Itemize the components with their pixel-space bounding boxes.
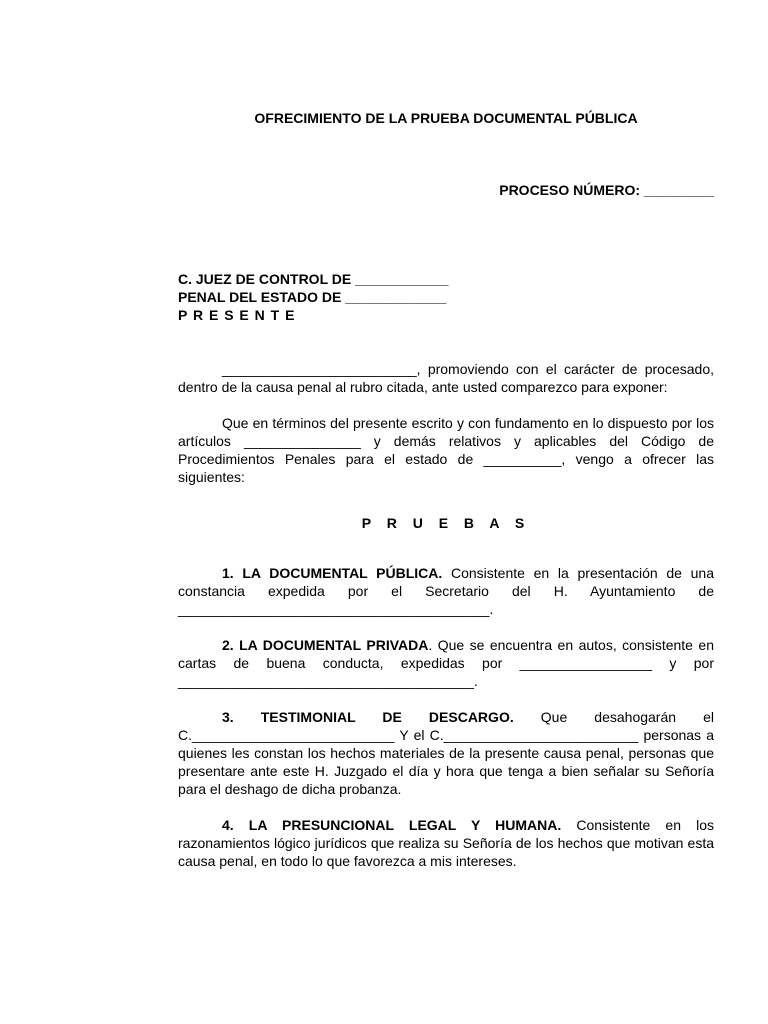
- prueba-item-title: 1. LA DOCUMENTAL PÚBLICA.: [222, 565, 443, 581]
- prueba-item-title: 2. LA DOCUMENTAL PRIVADA: [222, 637, 429, 653]
- prueba-item-3: [178, 708, 714, 798]
- prueba-item-4: [178, 816, 714, 870]
- prueba-item-text: Consistente en los razonamientos lógico jurídicos que realiza su Señoría de los hechos que motivan esta causa penal, en todo lo que favorezca a mis intereses.: [178, 817, 714, 869]
- addressee-block: [178, 270, 449, 324]
- prueba-item-title: 3. TESTIMONIAL DE DESCARGO.: [222, 709, 514, 725]
- document-title: OFRECIMIENTO DE LA PRUEBA DOCUMENTAL PÚBLICA: [254, 110, 638, 126]
- addressee-line-1: C. JUEZ DE CONTROL DE ____________: [178, 271, 449, 287]
- addressee-line-3: P R E S E N T E: [178, 307, 296, 323]
- prueba-item-text: Consistente en la presentación de una constancia expedida por el Secretario del H. Ayuntamiento de ________________________________________.: [178, 565, 714, 617]
- proceso-numero: PROCESO NÚMERO: _________: [499, 182, 714, 198]
- prueba-item-title: 4. LA PRESUNCIONAL LEGAL Y HUMANA.: [222, 817, 562, 833]
- addressee-line-2: PENAL DEL ESTADO DE _____________: [178, 289, 447, 305]
- document-body: [178, 360, 714, 870]
- pruebas-heading: P R U E B A S: [361, 515, 531, 531]
- prueba-item-2: [178, 636, 714, 690]
- prueba-item-text: . Que se encuentra en autos, consistente en cartas de buena conducta, expedidas por _________________ y por ______________________________________.: [178, 637, 714, 689]
- second-paragraph: Que en términos del presente escrito y con fundamento en lo dispuesto por los artículos _______________ y demás relativos y aplicables del Código de Procedimientos Penales para el estado de __________, vengo a ofrecer las siguientes:: [178, 415, 714, 485]
- prueba-item-1: [178, 564, 714, 618]
- intro-paragraph: _________________________, promoviendo con el carácter de procesado, dentro de la causa penal al rubro citada, ante usted comparezco para exponer:: [178, 361, 714, 395]
- prueba-item-text: Que desahogarán el C.__________________________ Y el C._________________________ personas a quienes les constan los hechos materiales de la presente causa penal, personas que presentare ante este H. Juzgado el día y hora que tenga a bien señalar su Señoría para el deshago de dicha probanza.: [178, 709, 714, 797]
